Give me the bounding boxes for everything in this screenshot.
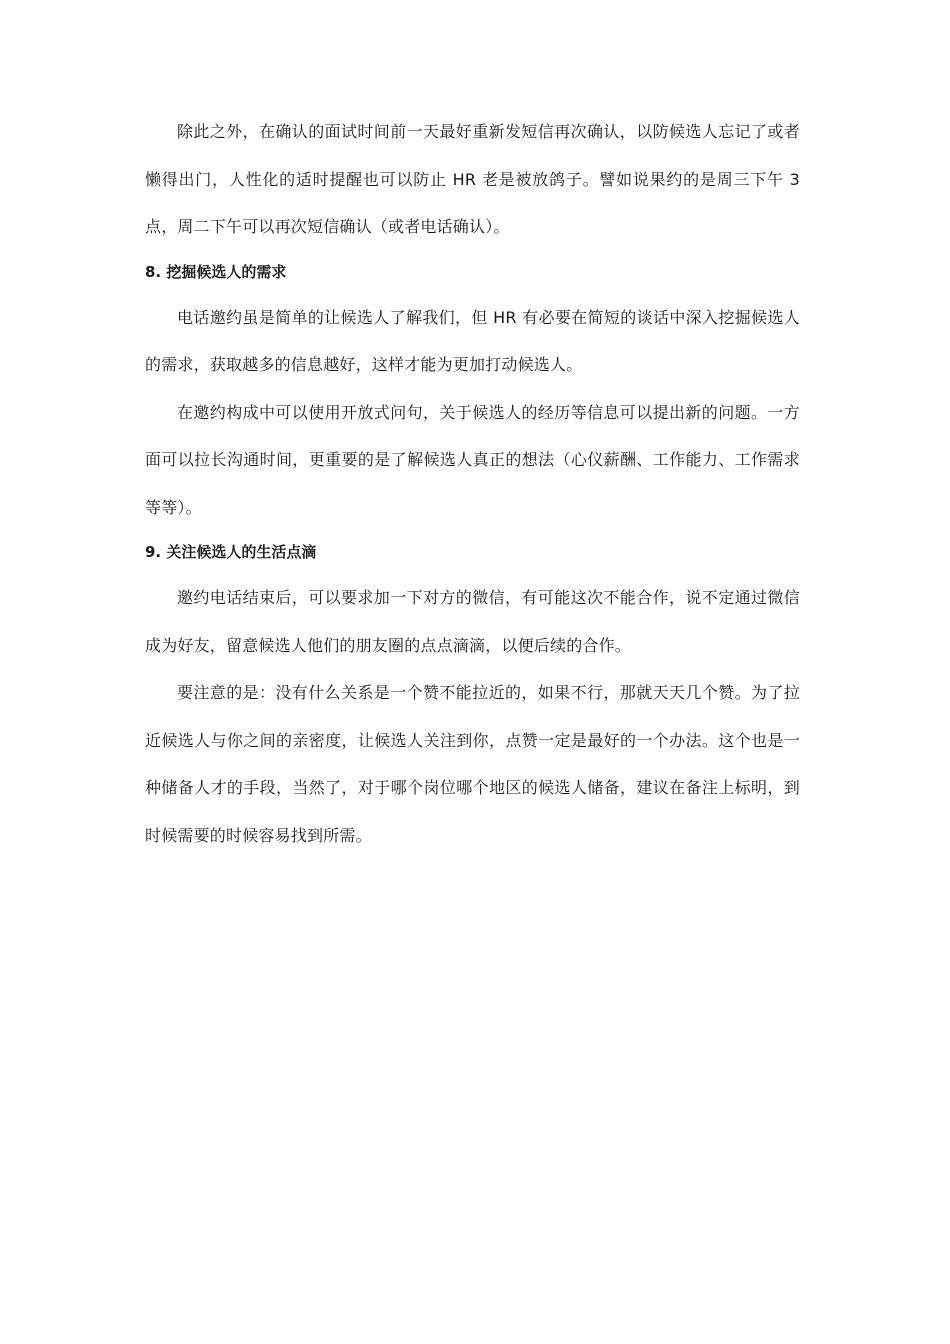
paragraph-open-questions: 在邀约构成中可以使用开放式问句，关于候选人的经历等信息可以提出新的问题。一方面可以拉长沟通时间，更重要的是了解候选人真正的想法（心仪薪酬、工作能力、工作需求等等）。 [145, 402, 800, 517]
paragraph-dig-needs: 电话邀约虽是简单的让候选人了解我们，但 HR 有必要在简短的谈话中深入挖掘候选人的需求，获取越多的信息越好，这样才能为更加打动候选人。 [145, 307, 800, 374]
paragraph-reconfirm-interview: 除此之外，在确认的面试时间前一天最好重新发短信再次确认，以防候选人忘记了或者懒得出门，人性化的适时提醒也可以防止 HR 老是被放鸽子。譬如说果约的是周三下午 3 点，周二下午可以再次短信确认（或者电话确认）。 [145, 122, 800, 236]
section-heading-8: 8. 挖掘候选人的需求 [145, 262, 287, 281]
paragraph-add-wechat: 邀约电话结束后，可以要求加一下对方的微信，有可能这次不能合作，说不定通过微信成为好友，留意候选人他们的朋友圈的点点滴滴，以便后续的合作。 [145, 588, 800, 655]
document-page [145, 108, 800, 859]
section-heading-9: 9. 关注候选人的生活点滴 [145, 543, 317, 561]
paragraph-likes-talent-reserve: 要注意的是：没有什么关系是一个赞不能拉近的，如果不行，那就天天几个赞。为了拉近候选人与你之间的亲密度，让候选人关注到你，点赞一定是最好的一个办法。这个也是一种储备人才的手段，当然了，对于哪个岗位哪个地区的候选人储备，建议在备注上标明，到时候需要的时候容易找到所需。 [145, 683, 800, 845]
